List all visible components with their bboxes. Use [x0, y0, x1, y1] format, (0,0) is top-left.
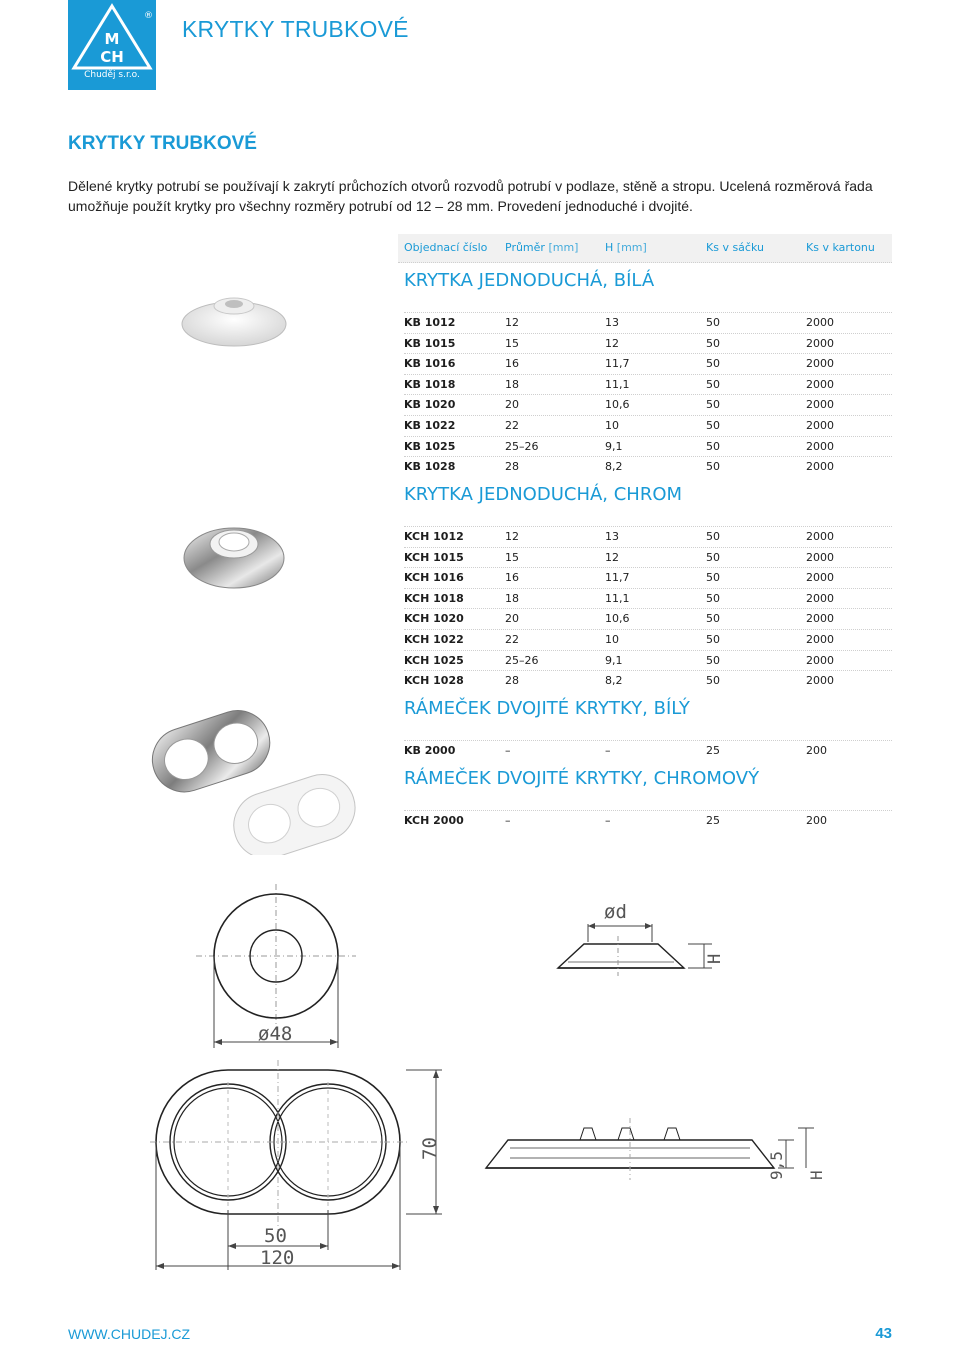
- white-cover-image: [178, 290, 290, 350]
- cell-carton: 2000: [806, 530, 834, 543]
- cell-bag: 50: [706, 612, 720, 626]
- table-row: [404, 650, 892, 671]
- cell-code: KB 1012: [404, 316, 456, 329]
- svg-text:M: M: [104, 30, 120, 48]
- cell-carton: 2000: [806, 398, 834, 412]
- single-cover-side-drawing: [552, 896, 732, 980]
- cell-code: KCH 1025: [404, 653, 464, 667]
- cell-diameter: 16: [505, 357, 519, 371]
- dim-height-70: 70: [419, 1137, 441, 1160]
- table-row: [404, 526, 892, 547]
- cell-carton: 2000: [806, 550, 834, 564]
- table-row: [404, 456, 892, 477]
- cell-carton: 2000: [806, 571, 834, 585]
- dim-diameter-d: ød: [604, 901, 627, 923]
- cell-diameter: 16: [505, 571, 519, 585]
- svg-text:CH: CH: [100, 48, 124, 66]
- cell-height: 10: [605, 419, 619, 432]
- cell-code: KCH 1016: [404, 571, 464, 585]
- cell-bag: 50: [706, 439, 720, 453]
- cell-code: KB 1025: [404, 439, 456, 453]
- table-row: [404, 333, 892, 354]
- svg-text:®: ®: [144, 11, 153, 21]
- double-frame-image: [146, 705, 366, 855]
- cell-code: KB 1018: [404, 377, 456, 391]
- cell-carton: 2000: [806, 316, 834, 329]
- dim-h-single: H: [705, 953, 725, 964]
- table-row: [404, 608, 892, 629]
- cell-height: –: [605, 744, 611, 757]
- cell-bag: 50: [706, 460, 720, 474]
- cell-diameter: 25–26: [505, 439, 539, 453]
- cell-diameter: –: [505, 814, 511, 827]
- table-row: [404, 312, 892, 333]
- cell-diameter: 25–26: [505, 653, 539, 667]
- table-row: [404, 353, 892, 374]
- cell-diameter: 15: [505, 550, 519, 564]
- cell-code: KCH 1028: [404, 674, 464, 688]
- cell-bag: 50: [706, 398, 720, 412]
- cell-height: 10: [605, 633, 619, 646]
- table-row: [404, 629, 892, 650]
- cell-diameter: 22: [505, 419, 519, 432]
- table-row: [404, 415, 892, 436]
- cell-diameter: 12: [505, 530, 519, 543]
- table-row: [404, 740, 892, 761]
- double-frame-side-drawing: [480, 1118, 826, 1190]
- cell-height: 9,1: [605, 439, 623, 453]
- col-header-carton: Ks v kartonu: [806, 241, 875, 254]
- cell-code: KCH 1022: [404, 633, 464, 646]
- cell-carton: 200: [806, 744, 827, 757]
- group-title: RÁMEČEK DVOJITÉ KRYTKY, CHROMOVÝ: [404, 768, 760, 789]
- cell-code: KB 1020: [404, 398, 456, 412]
- cell-carton: 200: [806, 814, 827, 827]
- cell-bag: 50: [706, 571, 720, 585]
- group-title: KRYTKA JEDNODUCHÁ, CHROM: [404, 484, 683, 505]
- cell-bag: 50: [706, 633, 720, 646]
- cell-bag: 50: [706, 591, 720, 605]
- cell-carton: 2000: [806, 377, 834, 391]
- table-row: [404, 670, 892, 691]
- cell-diameter: 20: [505, 398, 519, 412]
- cell-height: 8,2: [605, 460, 623, 474]
- cell-carton: 2000: [806, 612, 834, 626]
- dim-h-double: H: [807, 1170, 826, 1180]
- cell-code: KB 1015: [404, 336, 456, 350]
- cell-diameter: 12: [505, 316, 519, 329]
- page-header: [0, 0, 960, 90]
- cell-carton: 2000: [806, 336, 834, 350]
- cell-height: 11,7: [605, 357, 630, 371]
- cell-bag: 50: [706, 357, 720, 371]
- cell-code: KCH 2000: [404, 814, 464, 827]
- cell-diameter: 28: [505, 460, 519, 474]
- cell-code: KB 1022: [404, 419, 456, 432]
- cell-height: 8,2: [605, 674, 623, 688]
- cell-carton: 2000: [806, 357, 834, 371]
- double-frame-top-drawing: [150, 1060, 450, 1280]
- cell-carton: 2000: [806, 653, 834, 667]
- cell-carton: 2000: [806, 633, 834, 646]
- cell-diameter: 20: [505, 612, 519, 626]
- dim-diameter-48: ø48: [258, 1023, 293, 1045]
- footer-website-link[interactable]: WWW.CHUDEJ.CZ: [68, 1326, 191, 1342]
- cell-carton: 2000: [806, 439, 834, 453]
- table-row: [404, 547, 892, 568]
- table-row: [404, 588, 892, 609]
- cell-code: KCH 1015: [404, 550, 464, 564]
- page-number: 43: [875, 1325, 892, 1342]
- cell-height: 10,6: [605, 612, 630, 626]
- cell-bag: 50: [706, 316, 720, 329]
- cell-code: KB 2000: [404, 744, 456, 757]
- cell-diameter: 18: [505, 591, 519, 605]
- cell-code: KCH 1012: [404, 530, 464, 543]
- cell-height: 11,1: [605, 377, 630, 391]
- company-logo: [68, 0, 156, 90]
- cell-height: 13: [605, 316, 619, 329]
- cell-diameter: 22: [505, 633, 519, 646]
- cell-diameter: 28: [505, 674, 519, 688]
- col-header-bag: Ks v sáčku: [706, 241, 764, 254]
- group-title: RÁMEČEK DVOJITÉ KRYTKY, BÍLÝ: [404, 698, 690, 719]
- cell-bag: 50: [706, 377, 720, 391]
- cell-height: 12: [605, 550, 619, 564]
- table-row: [404, 374, 892, 395]
- dim-95: 9,5: [767, 1151, 786, 1180]
- cell-height: 11,1: [605, 591, 630, 605]
- cell-bag: 25: [706, 744, 720, 757]
- col-header-code: Objednací číslo: [404, 241, 488, 254]
- single-cover-top-drawing: [196, 880, 356, 1050]
- cell-code: KB 1028: [404, 460, 456, 474]
- cell-height: 11,7: [605, 571, 630, 585]
- section-title: KRYTKY TRUBKOVÉ: [68, 133, 257, 154]
- cell-carton: 2000: [806, 674, 834, 688]
- cell-height: 12: [605, 336, 619, 350]
- group-title: KRYTKA JEDNODUCHÁ, BÍLÁ: [404, 270, 655, 291]
- cell-bag: 50: [706, 550, 720, 564]
- cell-code: KB 1016: [404, 357, 456, 371]
- cell-bag: 50: [706, 674, 720, 688]
- dim-width-50: 50: [264, 1225, 287, 1247]
- table-row: [404, 567, 892, 588]
- cell-code: KCH 1020: [404, 612, 464, 626]
- chrome-cover-image: [180, 514, 288, 592]
- cell-bag: 25: [706, 814, 720, 827]
- cell-diameter: –: [505, 744, 511, 757]
- table-row: [404, 394, 892, 415]
- cell-bag: 50: [706, 530, 720, 543]
- header-title: KRYTKY TRUBKOVÉ: [182, 16, 409, 42]
- cell-bag: 50: [706, 419, 720, 432]
- dim-width-120: 120: [260, 1247, 295, 1269]
- cell-height: 10,6: [605, 398, 630, 412]
- logo-company-name: Chuděj s.r.o.: [84, 70, 140, 80]
- cell-carton: 2000: [806, 419, 834, 432]
- intro-paragraph: Dělené krytky potrubí se používají k zakrytí průchozích otvorů rozvodů potrubí v podlaze, stěně a stropu. Ucelená rozměrová řada umožňuje použít krytky pro všechny rozměry potrubí od 12 – 28 mm. Provedení jednoduché i dvojité.: [68, 178, 873, 214]
- cell-bag: 50: [706, 336, 720, 350]
- col-header-diameter: Průměr [mm]: [505, 241, 579, 254]
- cell-diameter: 15: [505, 336, 519, 350]
- cell-bag: 50: [706, 653, 720, 667]
- table-row: [404, 436, 892, 457]
- cell-carton: 2000: [806, 460, 834, 474]
- cell-height: –: [605, 814, 611, 827]
- cell-carton: 2000: [806, 591, 834, 605]
- cell-height: 13: [605, 530, 619, 543]
- cell-code: KCH 1018: [404, 591, 464, 605]
- col-header-height: H [mm]: [605, 241, 647, 254]
- cell-height: 9,1: [605, 653, 623, 667]
- cell-diameter: 18: [505, 377, 519, 391]
- table-row: [404, 810, 892, 831]
